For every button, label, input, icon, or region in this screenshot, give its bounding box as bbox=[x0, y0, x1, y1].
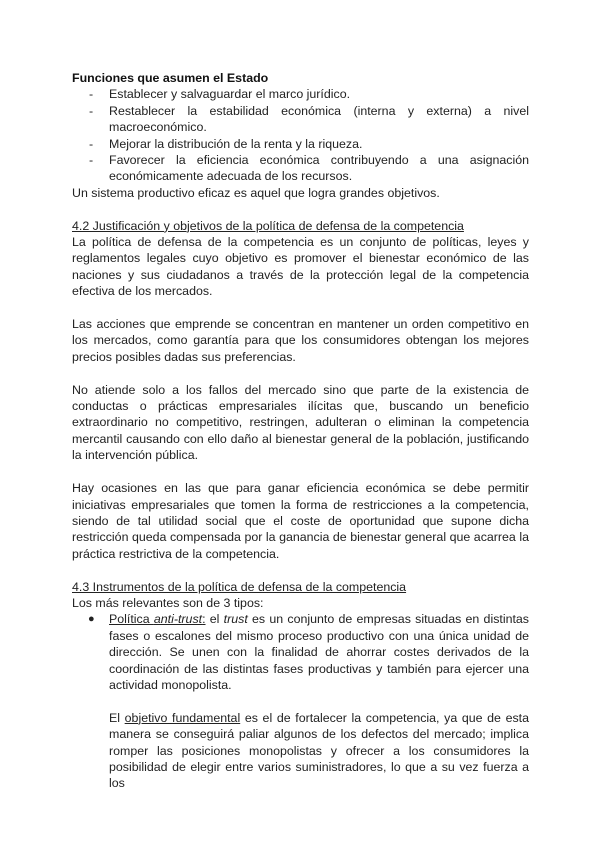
section-heading-instruments: 4.3 Instrumentos de la política de defensa de la competencia bbox=[72, 579, 407, 594]
dash-marker: - bbox=[89, 136, 94, 151]
dash-marker: - bbox=[89, 153, 94, 168]
list-item: ● Política anti-trust: el trust es un conjunto de empresas situadas en distintas fases o escalones del mismo proceso productivo con una única unidad de dirección. Se unen con la finalidad de ahorrar costes derivados de la coordinación de las distintas fases productivas y también para ejercer una actividad monopolista. El objetivo fundamental es el de fortalecer la competencia, ya que de esta manera se conseguirá paliar algunos de los defectos del mercado; implica romper las posiciones monopolistas y ofrecer a los consumidores la posibilidad de elegir entre varios suministradores, lo que a su vez fuerza a los bbox=[88, 612, 530, 791]
dash-marker: - bbox=[89, 87, 94, 102]
list-item: - Restablecer la estabilidad económica (interna y externa) a nivel macroeconómico. bbox=[89, 103, 529, 135]
instruments-list bbox=[72, 611, 529, 791]
list-item: - Favorecer la eficiencia económica contribuyendo a una asignación económicamente adecuada de los recursos. bbox=[89, 153, 529, 184]
bullet-marker: ● bbox=[88, 613, 95, 626]
list-item: - Mejorar la distribución de la renta y la riqueza. bbox=[89, 136, 363, 151]
paragraph: La política de defensa de la competencia es un conjunto de políticas, leyes y reglamentos legales cuyo objetivo es promover el bienestar económico de las naciones y sus ciudadanos a través de la protección legal de la competencia efectiva de los mercados. bbox=[72, 235, 529, 299]
closing-sentence: Un sistema productivo eficaz es aquel que logra grandes objetivos. bbox=[72, 185, 440, 200]
antitrust-label: Política anti-trust: bbox=[109, 612, 206, 627]
list-item: - Establecer y salvaguardar el marco jurídico. bbox=[89, 87, 351, 102]
functions-list bbox=[72, 86, 529, 184]
dash-marker: - bbox=[89, 103, 94, 118]
section-heading-justification: 4.2 Justificación y objetivos de la política de defensa de la competencia bbox=[72, 218, 464, 233]
document-page bbox=[72, 70, 529, 792]
objective-paragraph: El objetivo fundamental es el de fortalecer la competencia, ya que de esta manera se conseguirá paliar algunos de los defectos del mercado; implica romper las posiciones monopolistas y ofrecer a los consumidores la posibilidad de elegir entre varios suministradores, lo que a su vez fuerza a los bbox=[109, 710, 529, 791]
instruments-intro: Los más relevantes son de 3 tipos: bbox=[72, 595, 264, 610]
paragraph: No atiende solo a los fallos del mercado sino que parte de la existencia de conductas o prácticas empresariales ilícitas que, buscando un beneficio extraordinario no competitivo, restringen, adulteran o eliminan la competencia mercantil causando con ello daño al bienestar general de la población, justificando la intervención pública. bbox=[72, 382, 529, 463]
section-heading-functions: Funciones que asumen el Estado bbox=[72, 71, 269, 85]
paragraph: Las acciones que emprende se concentran en mantener un orden competitivo en los mercados, como garantía para que los consumidores obtengan los mejores precios posibles dadas sus preferencias. bbox=[72, 317, 529, 364]
paragraph: Hay ocasiones en las que para ganar eficiencia económica se debe permitir iniciativas empresariales que tomen la forma de restricciones a la competencia, siendo de tal utilidad social que el coste de oportunidad que supone dicha restricción queda compensada por la ganancia de bienestar general que acarrea la práctica restrictiva de la competencia. bbox=[72, 481, 529, 561]
